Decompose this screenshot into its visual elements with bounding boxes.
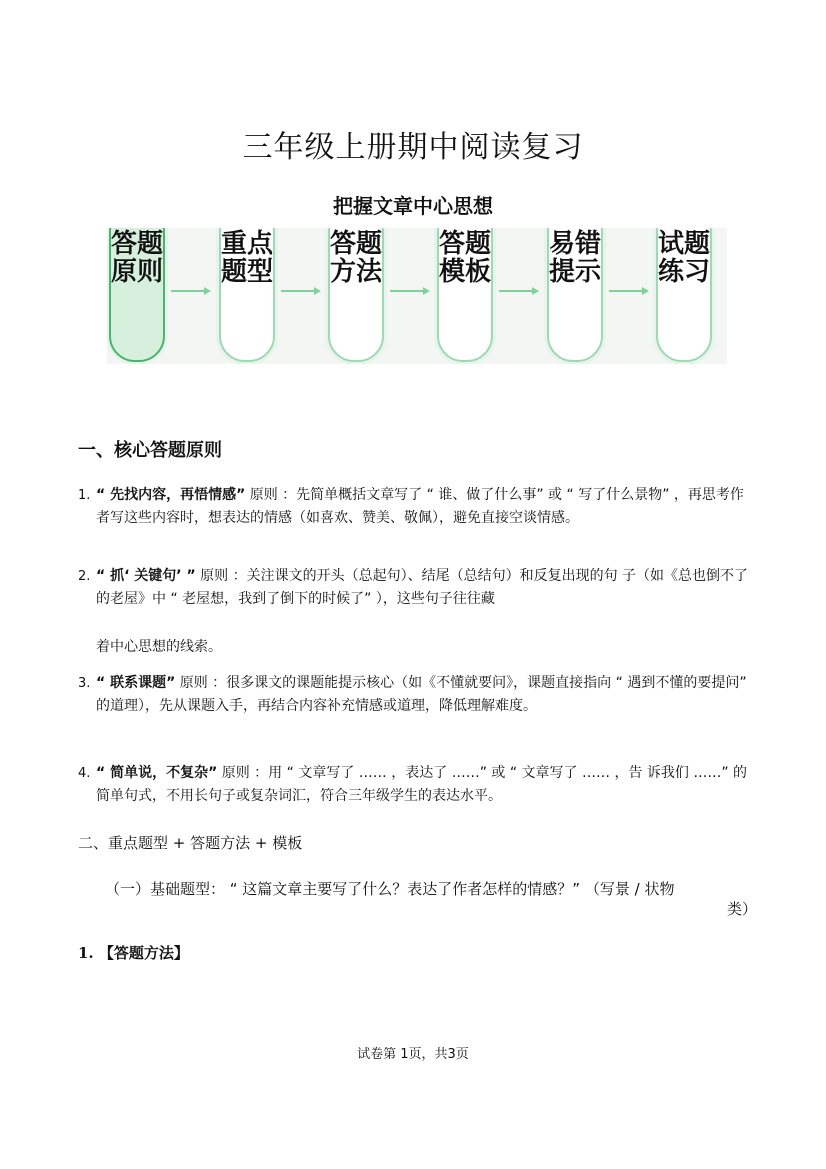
arrow-right-icon (171, 286, 211, 296)
item-lead: “ 抓‘ 关键句’ ” (96, 568, 196, 584)
list-item (78, 762, 750, 808)
list-item (78, 484, 750, 530)
section-heading: 一、核心答题原则 (78, 440, 222, 461)
page-footer: 试卷第 1页，共3页 (357, 1047, 469, 1062)
flow-step-label: 试题练习 (658, 229, 711, 287)
item-number: 3. (78, 676, 91, 691)
item-number: 1. (78, 488, 91, 503)
sub-heading (105, 879, 757, 919)
flow-step-label: 答题模板 (439, 229, 492, 287)
arrow-right-icon (609, 286, 649, 296)
arrow-right-icon (281, 286, 321, 296)
flow-step-label: 答题方法 (330, 229, 383, 287)
item-lead: “ 简单说，不复杂” (96, 765, 218, 781)
arrow-right-icon (390, 286, 430, 296)
page-subtitle: 把握文章中心思想 (333, 194, 493, 218)
flow-diagram (107, 228, 727, 364)
item-text: 原则 ：先简单概括文章写了 “ 谁、做了什么事” 或 “ 写了什么景物” ，再思考作者写这些内容时，想表达的情感（如喜欢、赞美、敬佩），避免直接空谈情感。 (96, 487, 744, 526)
section-heading: 二、重点题型 + 答题方法 + 模板 (78, 834, 303, 852)
flow-step-methods (328, 228, 384, 362)
flow-step-templates (437, 228, 493, 362)
flow-step-key-types (219, 228, 275, 362)
list-item-continuation (78, 636, 750, 659)
page-title: 三年级上册期中阅读复习 (242, 130, 584, 165)
arrow-right-icon (499, 286, 539, 296)
item-text: 着中心思想的线索。 (96, 639, 222, 655)
sub-heading-text: （一）基础题型： “ 这篇文章主要写了什么？表达了作者怎样的情感？” （写景 / 状物 (105, 880, 675, 898)
item-text: 原则 ：用 “ 文章写了 …… ，表达了 ……” 或 “ 文章写了 …… ，告 诉我们 ……” 的简单句式，不用长句子或复杂词汇，符合三年级学生的表达水平。 (96, 765, 748, 804)
item-number: 2. (78, 569, 91, 584)
list-item (78, 565, 750, 611)
item-lead: “ 联系课题” (96, 675, 176, 691)
item-lead: “ 先找内容，再悟情感” (96, 487, 246, 503)
list-item (78, 672, 750, 718)
item-text: 原则 ：很多课文的课题能提示核心（如《不懂就要问》，课题直接指向 “ 遇到不懂的要提问” 的道理），先从课题入手，再结合内容补充情感或道理，降低理解难度。 (96, 675, 747, 714)
item-number: 4. (78, 766, 91, 781)
flow-step-label: 重点题型 (221, 229, 274, 287)
flow-step-practice (656, 228, 712, 362)
flow-step-label: 易错提示 (549, 229, 602, 287)
flow-step-mistakes (547, 228, 603, 362)
method-label: 1. 【答题方法】 (78, 944, 189, 962)
flow-step-label: 答题原则 (111, 229, 164, 287)
sub-heading-tail: 类） (726, 900, 757, 918)
flow-step-principles (109, 228, 165, 362)
item-text: 原则 ：关注课文的开头（总起句）、结尾（总结句）和反复出现的句 子（如《总也倒不了的老屋》中 “ 老屋想，我到了倒下的时候了” ），这些句子往往藏 (96, 568, 749, 607)
